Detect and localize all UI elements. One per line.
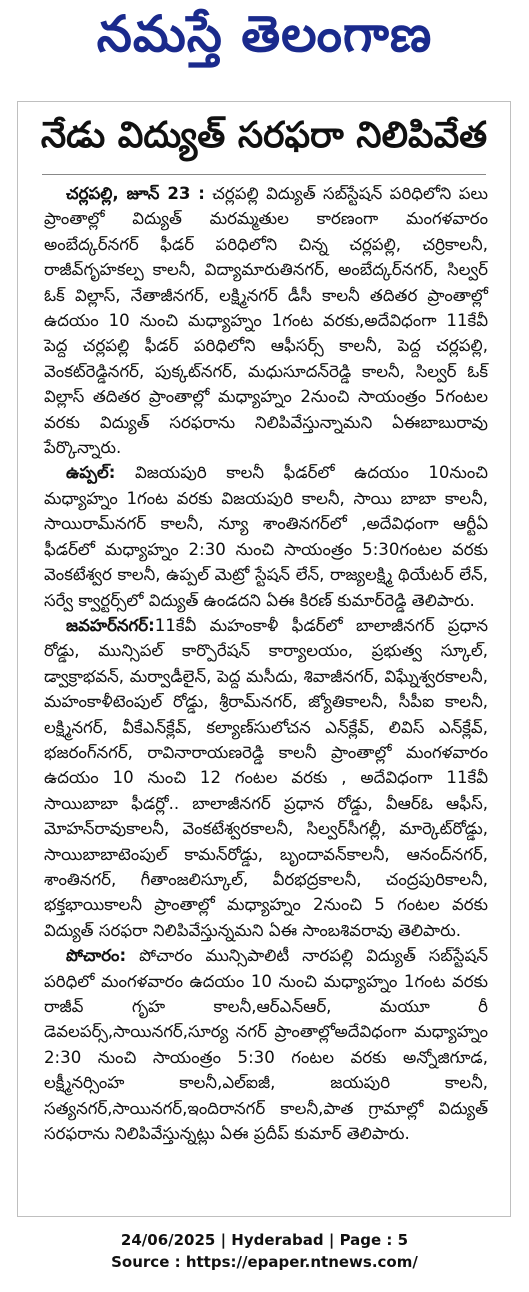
paragraph-text-pocharam: పోచారం మున్సిపాలిటీ నారపల్లి విద్యుత్ సబ్‌స్టేషన్ పరిధిలో మంగళవారం ఉదయం 10 నుంచి మధ్యాహ్నం 1గంట వరకు రాజీవ్ గృహ కాలనీ,ఆర్‌ఎన్ఆర్, మయూ రీ డెవలపర్స్,సాయినగర్,సూర్య నగర్ ప్రాంతాల్లోఅదేవిధంగా మధ్యాహ్నం 2:30 నుంచి సాయంత్రం 5:30 గంటల వరకు అన్నోజిగూడ, లక్ష్మీనర్సింహ కాలనీ,ఎల్ఐజీ, జయపురి కాలనీ, సత్యనగర్,సాయినగర్,ఇందిరానగర్ కాలనీ,పాత గ్రామాల్లో విద్యుత్ సరఫరాను నిలిపివేస్తున్నట్లు ఏఈ ప్రదీప్ కుమార్ తెలిపారు. bbox=[44, 946, 488, 1144]
article-paragraph-pocharam bbox=[44, 943, 488, 1146]
headline-divider bbox=[42, 174, 486, 175]
footer-source-link[interactable]: Source : https://epaper.ntnews.com/ bbox=[111, 1253, 418, 1271]
dateline-uppal: ఉప్పల్: bbox=[66, 463, 116, 483]
article-body bbox=[18, 181, 510, 1146]
masthead-logo-text: నమస్తే తెలంగాణ bbox=[96, 4, 433, 63]
dateline-charlapalli: చర్లపల్లి, జూన్ 23 : bbox=[66, 184, 205, 203]
dateline-jawaharnagar: జవహర్‌నగర్: bbox=[66, 615, 155, 635]
article-paragraph-jawaharnagar bbox=[44, 613, 488, 943]
article-paragraph-uppal bbox=[44, 460, 488, 612]
paragraph-text-uppal: విజయపురి కాలనీ ఫీడర్‌లో ఉదయం 10నుంచి మధ్యాహ్నం 1గంట వరకు విజయపురి కాలనీ, సాయి బాబా కాలనీ, సాయిరామ్‌నగర్ కాలనీ, న్యూ శాంతినగర్‌లో ,అదేవిధంగా ఆర్టీఏ ఫీడర్‌లో మధ్యాహ్నం 2:30 నుంచి సాయంత్రం 5:30గంటల వరకు వెంకటేశ్వర కాలనీ, ఉప్పల్ మెట్రో స్టేషన్ లేన్, రాజ్యలక్ష్మి థియేటర్ లేన్, సర్వే క్వార్టర్స్‌లో విద్యుత్ ఉండదని ఏఈ కిరణ్ కుమార్‌రెడ్డి తెలిపారు. bbox=[44, 463, 488, 610]
newspaper-masthead bbox=[0, 0, 529, 80]
news-article-clipping bbox=[17, 101, 511, 1217]
paragraph-text-jawaharnagar: 11కేవీ మహంకాళీ ఫీడర్‌లో బాలాజీనగర్ ప్రధాన రోడ్డు, మున్సిపల్ కార్పొరేషన్ కార్యాలయం, ప్రభుత్వ స్కూల్, డ్వాక్రాభవన్, మర్వాడీలైన్, పెద్ద మసీదు, శివాజీనగర్, విఘ్నేశ్వరకాలనీ, మహంకాళీటెంపుల్ రోడ్డు, శ్రీరామ్‌నగర్, జ్యోతికాలనీ, సీపీఐ కాలనీ, లక్ష్మినగర్, వీకేఎన్‌క్లేవ్, కల్యాణ్‌సులోచన ఎన్‌క్లేవ్, లివిస్ ఎన్‌క్లేవ్, భజరంగ్‌నగర్, రావినారాయణరెడ్డి కాలనీ ప్రాంతాల్లో మంగళవారం ఉదయం 10 నుంచి 12 గంటల వరకు , అదేవిధంగా 11కేవీ సాయిబాబా ఫీడర్లో.. బాలాజీనగర్ ప్రధాన రోడ్డు, వీఆర్ఓ ఆఫీస్, మోహన్‌రావుకాలనీ, వెంకటేశ్వరకాలనీ, సిల్వర్‌సీగల్లీ, మార్కెట్‌రోడ్డు, సాయిబాబాటెంపుల్ కామన్‌రోడ్డు, బృందావన్‌కాలనీ, ఆనంద్‌నగర్, శాంతినగర్, గీతాంజలిస్కూల్, వీరభద్రకాలనీ, చంద్రపురికాలనీ, భక్తభాయికాలనీ ప్రాంతాల్లో మధ్యాహ్నం 2నుంచి 5 గంటల వరకు విద్యుత్ సరఫరా నిలిపివేస్తున్నమని ఏఈ సాంబశివరావు తెలిపారు. bbox=[44, 615, 488, 940]
article-headline: నేడు విద్యుత్ సరఫరా నిలిపివేత bbox=[40, 115, 488, 156]
footer-date-edition-page: 24/06/2025 | Hyderabad | Page : 5 bbox=[120, 1231, 409, 1249]
article-paragraph-charlapalli bbox=[44, 181, 488, 460]
paragraph-text-charlapalli: చర్లపల్లి విద్యుత్ సబ్‌స్టేషన్ పరిధిలోని పలు ప్రాంతాల్లో విద్యుత్ మరమ్మతుల కారణంగా మంగళవారం అంబేద్కర్‌నగర్ ఫీడర్ పరిధిలోని చిన్న చర్లపల్లి, చర్రికాలనీ, రాజీవ్‌గృహకల్ప కాలనీ, విద్యామారుతినగర్, అంబేద్కర్‌నగర్, సిల్వర్ ఓక్ విల్లాస్, నేతాజీనగర్, లక్ష్మినగర్ డీసీ కాలనీ తదితర ప్రాంతాల్లో ఉదయం 10 నుంచి మధ్యాహ్నం 1గంట వరకు,అదేవిధంగా 11కేవీ పెద్ద చర్లపల్లి ఫీడర్ పరిధిలోని ఆఫీసర్స్ కాలనీ, పెద్ద చర్లపల్లి, వెంకట్‌రెడ్డినగర్, పుక్కట్‌నగర్, మధుసూదన్‌రెడ్డి కాలనీ, సిల్వర్ ఓక్ విల్లాస్ తదితర ప్రాంతాల్లో మధ్యాహ్నం 2నుంచి సాయంత్రం 5గంటల వరకు విద్యుత్ సరఫరాను నిలిపివేస్తున్నామని ఏఈబాబురావు పేర్కొన్నారు. bbox=[44, 184, 488, 458]
dateline-pocharam: పోచారం: bbox=[66, 946, 127, 966]
